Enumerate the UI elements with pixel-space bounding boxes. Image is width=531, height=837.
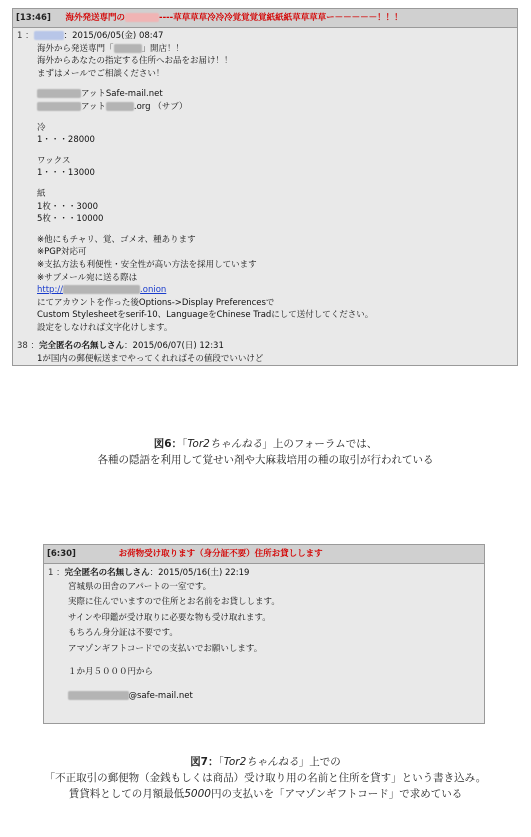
- poster-name: 完全匿名の名無しさん: [39, 341, 125, 352]
- line-text: まずはメールでご相談ください！: [37, 68, 165, 79]
- post-line: [68, 665, 484, 681]
- line-text: 1・・・28000: [37, 135, 95, 146]
- line-text: アット: [81, 101, 106, 112]
- line-text: @safe-mail.net: [128, 690, 193, 701]
- line-text: ※他にもチャリ、覚、ゴメオ、種あります: [37, 234, 196, 245]
- fig7-caption-line-2: 「不正取引の郵便物（金銭もしくは商品）受け取り用の名前と住所を貸す」という書き込み。: [44, 772, 487, 784]
- post-line: [37, 147, 517, 155]
- post-line: [68, 657, 484, 665]
- line-text: 冷: [37, 122, 46, 133]
- line-text: 1・・・13000: [37, 168, 95, 179]
- post-line: [37, 188, 517, 201]
- line-text: アマゾンギフトコードでの支払いでお願いします。: [68, 643, 263, 654]
- post-line: [37, 101, 517, 114]
- onion-link[interactable]: .onion: [140, 285, 167, 296]
- caption-text: 賃貸料としての月額最低: [68, 788, 185, 800]
- line-text: 1が国内の郵便転送までやってくれればその値段でいいけど: [37, 354, 264, 365]
- fig7-caption-label: 図7：: [190, 756, 219, 768]
- fig6-post-38-header: [17, 340, 517, 353]
- post-number: 1 ：: [48, 568, 65, 578]
- line-text: ※支払方法も利便性・安全性が高い方法を採用しています: [37, 259, 257, 270]
- fig7-caption-line-3: [0, 786, 531, 802]
- line-text: Custom Stylesheetをserif-10、LanguageをChinese Tradにして送付してください。: [37, 310, 374, 321]
- post-line: [68, 595, 484, 611]
- post-line: [37, 88, 517, 101]
- post-line: [37, 353, 517, 366]
- post-line: [37, 234, 517, 247]
- post-line: [37, 246, 517, 259]
- post-line: [37, 155, 517, 168]
- post-line: [68, 626, 484, 642]
- fig6-screenshot: [12, 8, 518, 366]
- onion-link[interactable]: http://: [37, 285, 64, 296]
- post-date: ：2015/06/07(日) 12:31: [124, 341, 224, 352]
- line-text: 海外からあなたの指定する住所へお品をお届け！！: [37, 56, 233, 67]
- line-text: １か月５０００円から: [68, 667, 154, 678]
- post-line: [37, 68, 517, 81]
- fig6-post-38-body: [17, 353, 517, 366]
- post-line: [37, 114, 517, 122]
- redacted-text: [114, 44, 142, 53]
- redacted-text: [68, 691, 129, 700]
- fig6-post-1: [13, 30, 517, 334]
- post-line: [68, 580, 484, 596]
- post-line: [37, 122, 517, 135]
- post-number: 1 ：: [17, 31, 34, 41]
- fig7-caption-line-1: [0, 754, 531, 770]
- fig6-thread-title-bar: [13, 9, 517, 28]
- fig6-title-redaction: [125, 13, 159, 22]
- line-text: サインや印鑑が受け取りに必要な物も受け取れます。: [68, 612, 271, 623]
- poster-name-redaction: [34, 31, 64, 40]
- fig6-caption-line-2: 各種の隠語を利用して覚せい剤や大麻栽培用の種の取引が行われている: [97, 454, 434, 466]
- post-line: [37, 80, 517, 88]
- fig6-thread-title: [66, 13, 403, 23]
- line-text: .org （サブ）: [133, 101, 188, 112]
- line-text: もちろん身分証は不要です。: [68, 628, 178, 639]
- post-line: [37, 226, 517, 234]
- fig7-thread-title-bar: [44, 545, 484, 564]
- redacted-text: [37, 89, 81, 98]
- line-text: にてアカウントを作った後Options->Display Preferencesで: [37, 297, 275, 308]
- caption-text: 「: [218, 756, 224, 768]
- fig6-post-1-header: [17, 30, 517, 43]
- post-line: [37, 213, 517, 226]
- caption-italic: Tor2ちゃんねる: [223, 756, 299, 768]
- caption-text: 」上のフォーラムでは、: [262, 438, 378, 450]
- fig7-post-1-body: [48, 580, 484, 705]
- line-text: ※PGP対応可: [37, 247, 87, 258]
- redacted-text: [63, 285, 140, 294]
- fig7-post-1: [44, 567, 484, 704]
- poster-name: 完全匿名の名無しさん: [64, 568, 150, 578]
- post-line: [37, 297, 517, 310]
- post-line: [37, 309, 517, 322]
- fig7-thread-title: お荷物受け取ります（身分証不要）住所お貸しします: [118, 549, 323, 559]
- redacted-text: [106, 102, 134, 111]
- post-date: ：2015/06/05(金) 08:47: [63, 31, 164, 41]
- post-line: [37, 284, 517, 297]
- line-text: 」開店！！: [141, 43, 185, 54]
- post-line: [37, 272, 517, 285]
- redacted-text: [37, 102, 81, 111]
- caption-text: 」上での: [298, 756, 341, 768]
- fig7-screenshot: [43, 544, 485, 724]
- fig6-caption-label: 図6：: [153, 438, 183, 450]
- post-line: [37, 43, 517, 56]
- line-text: ワックス: [37, 155, 71, 166]
- line-text: 設定をしなければ文字化けします。: [37, 322, 173, 333]
- fig6-post-38: [13, 340, 517, 365]
- post-line: [37, 180, 517, 188]
- post-line: [68, 611, 484, 627]
- line-text: 実際に住んでいますので住所とお名前をお貸しします。: [68, 597, 280, 608]
- caption-italic: Tor2ちゃんねる: [187, 438, 263, 450]
- line-text: 5枚・・・10000: [37, 214, 104, 225]
- fig6-caption-line-1: [0, 436, 531, 452]
- caption-text: 「: [182, 438, 188, 450]
- post-line: [37, 167, 517, 180]
- post-line: [37, 134, 517, 147]
- fig7-post-1-header: [48, 567, 484, 580]
- fig6-title-prefix: 海外発送専門の: [65, 13, 126, 23]
- caption-text: 円の支払いを「アマゾンギフトコード」で求めている: [210, 788, 463, 800]
- post-line: [37, 55, 517, 68]
- post-line: [68, 681, 484, 689]
- caption-italic: 5000: [184, 788, 211, 800]
- post-line: [37, 259, 517, 272]
- fig6-caption: [0, 436, 531, 468]
- fig7-thread-time: [6:30]: [47, 549, 76, 559]
- fig6-post-1-body: [17, 43, 517, 335]
- fig6-thread-time: [13:46]: [16, 13, 51, 23]
- post-line: [37, 322, 517, 335]
- post-line: [37, 201, 517, 214]
- line-text: アットSafe-mail.net: [81, 89, 163, 100]
- line-text: ※サブメール宛に送る際は: [37, 272, 138, 283]
- line-text: 紙: [37, 188, 46, 199]
- fig7-caption: [0, 754, 531, 802]
- post-line: [68, 689, 484, 705]
- line-text: 宮城県の田舎のアパートの一室です。: [68, 581, 212, 592]
- fig6-title-suffix: ----草草草草冷冷冷覚覚覚覚紙紙紙草草草草ー－－－－－！！！: [159, 13, 403, 23]
- line-text: 海外から発送専門「: [37, 43, 114, 54]
- post-line: [68, 642, 484, 658]
- post-number: 38 ：: [17, 341, 40, 352]
- line-text: 1枚・・・3000: [37, 201, 99, 212]
- post-date: ：2015/05/16(土) 22:19: [149, 568, 250, 578]
